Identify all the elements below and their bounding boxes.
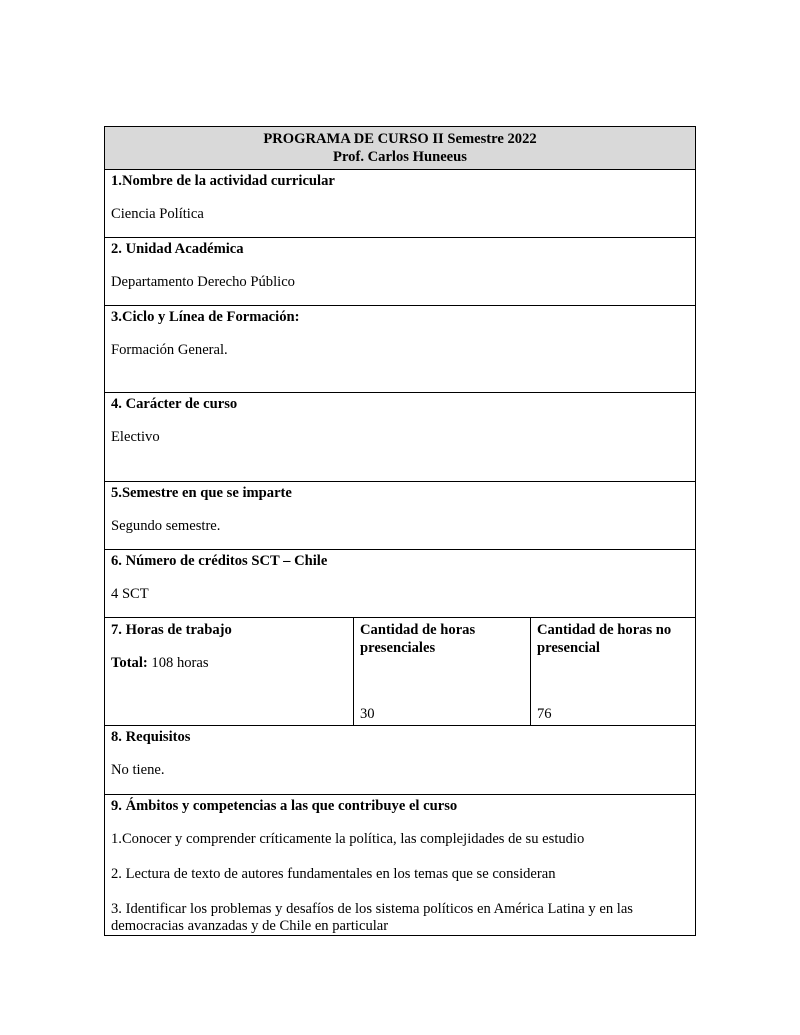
section-course-character <box>105 392 695 481</box>
hours-presencial-cell <box>353 618 530 725</box>
no-presencial-value: 76 <box>537 706 552 722</box>
competency-item: 1.Conocer y comprender críticamente la política, las complejidades de su estudio <box>111 831 585 847</box>
section-activity-name <box>105 169 695 237</box>
section-value: Segundo semestre. <box>111 518 221 534</box>
section-academic-unit <box>105 237 695 305</box>
section-value: No tiene. <box>111 762 165 778</box>
section-credits <box>105 549 695 617</box>
presencial-heading: Cantidad de horas presenciales <box>360 622 476 656</box>
competency-item: 2. Lectura de texto de autores fundamentales en los temas que se consideran <box>111 866 556 882</box>
professor-name: Prof. Carlos Huneeus <box>333 149 467 165</box>
section-value: Formación General. <box>111 342 228 358</box>
section-heading: 2. Unidad Académica <box>111 241 244 257</box>
presencial-value: 30 <box>360 706 375 722</box>
section-heading: 9. Ámbitos y competencias a las que contribuye el curso <box>111 798 458 814</box>
section-value: Departamento Derecho Público <box>111 274 295 290</box>
section-value: Electivo <box>111 429 160 445</box>
competency-item: 3. Identificar los problemas y desafíos de los sistema políticos en América Latina y en las democracias avanzadas y de Chile en particular <box>111 901 633 934</box>
section-heading: 3.Ciclo y Línea de Formación: <box>111 309 300 325</box>
course-program-table <box>104 126 696 936</box>
section-heading: 6. Número de créditos SCT – Chile <box>111 553 328 569</box>
total-label: Total: <box>111 655 148 671</box>
section-heading: 1.Nombre de la actividad curricular <box>111 173 335 189</box>
section-value: Ciencia Política <box>111 206 204 222</box>
section-heading: 5.Semestre en que se imparte <box>111 485 292 501</box>
section-work-hours <box>105 617 695 725</box>
no-presencial-heading: Cantidad de horas no presencial <box>537 622 672 656</box>
section-competencies <box>105 794 695 935</box>
section-heading: 8. Requisitos <box>111 729 191 745</box>
section-value: 4 SCT <box>111 586 149 602</box>
section-heading: 4. Carácter de curso <box>111 396 238 412</box>
section-requirements <box>105 725 695 794</box>
table-header <box>105 127 695 169</box>
section-semester <box>105 481 695 549</box>
total-value: 108 horas <box>147 655 209 671</box>
section-cycle <box>105 305 695 392</box>
total-hours <box>111 655 347 672</box>
hours-total-cell <box>105 618 353 725</box>
program-title: PROGRAMA DE CURSO II Semestre 2022 <box>263 131 537 147</box>
hours-no-presencial-cell <box>530 618 695 725</box>
section-heading: 7. Horas de trabajo <box>111 622 232 638</box>
